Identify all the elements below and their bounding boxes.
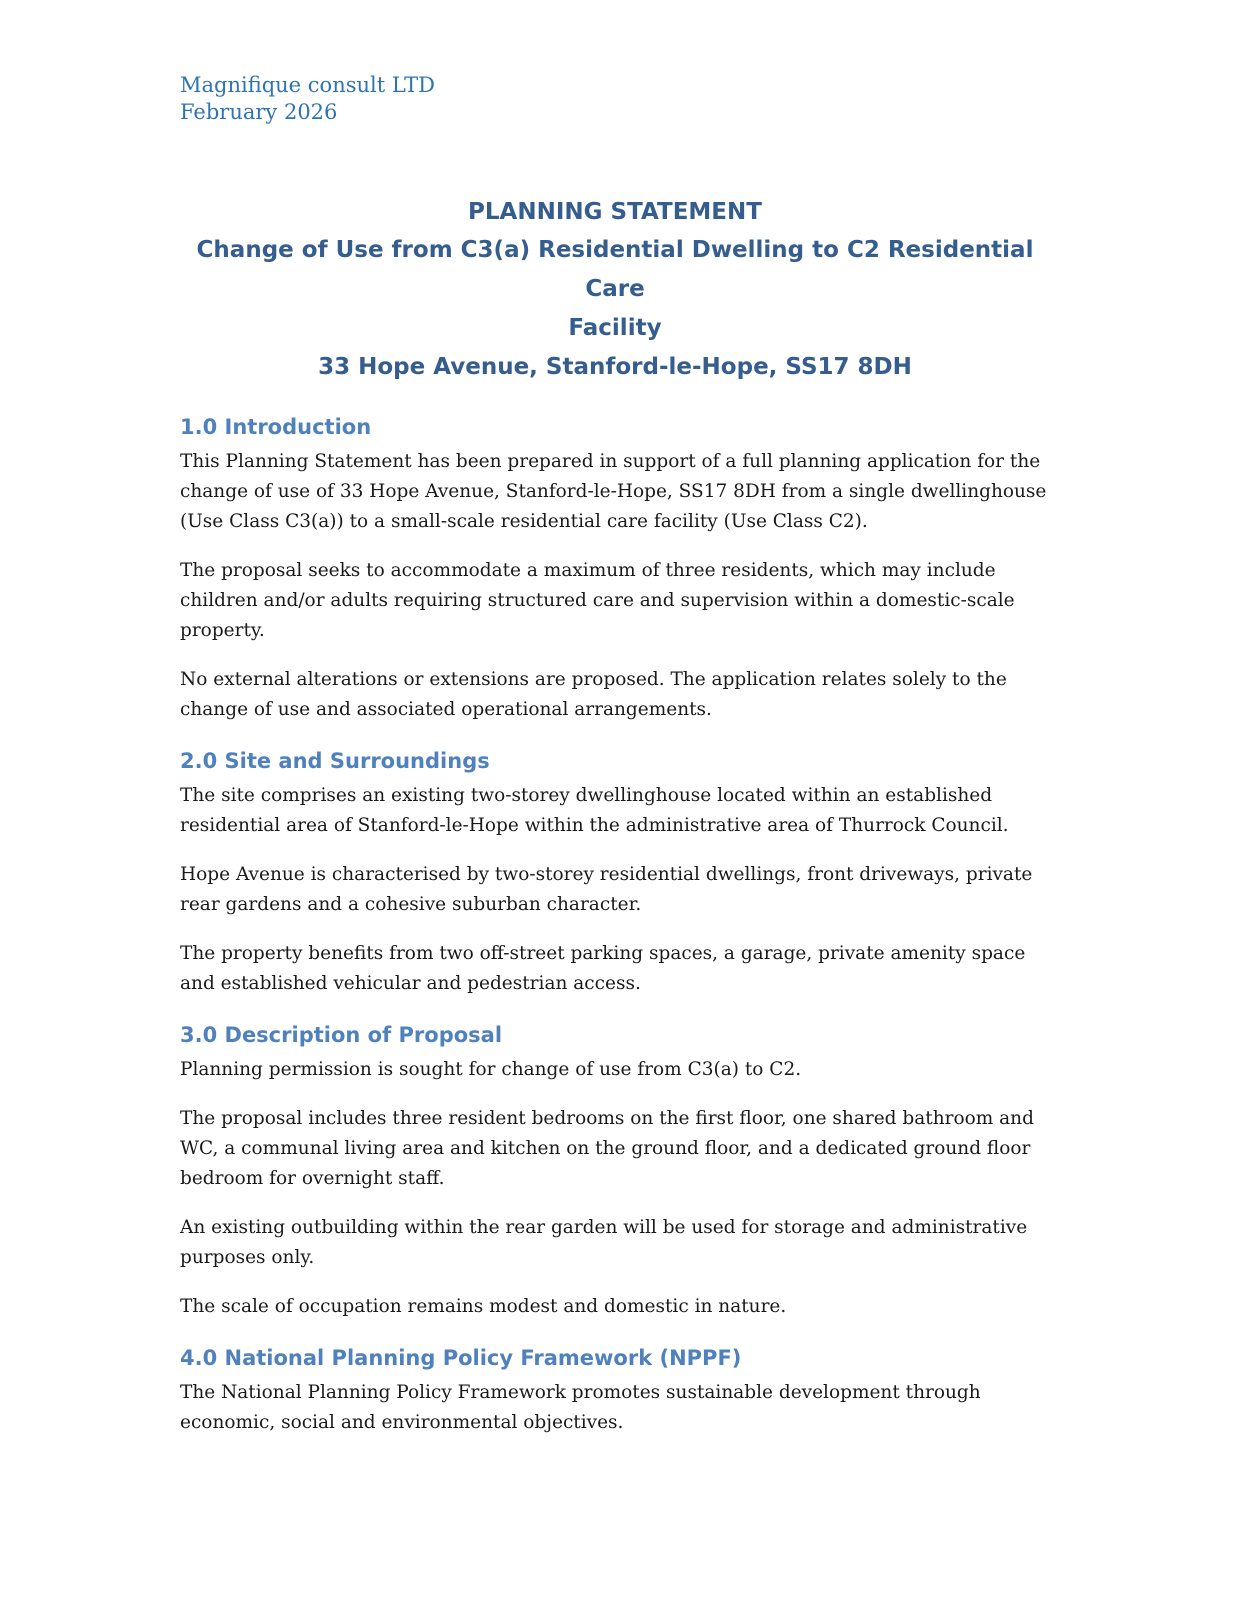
- subtitle-line-2: Facility: [568, 315, 662, 341]
- document-date: February 2026: [180, 100, 338, 124]
- paragraph: The site comprises an existing two-storey dwellinghouse located within an established residential area of Stanford-le-Hope within the administrative area of Thurrock Council.: [180, 785, 1009, 836]
- section-site-and-surroundings: [180, 747, 1050, 999]
- section-introduction: [180, 413, 1050, 725]
- section-nppf: [180, 1344, 1050, 1438]
- section-heading: 1.0 Introduction: [180, 415, 372, 439]
- paragraph: The proposal includes three resident bedrooms on the first floor, one shared bathroom and WC, a communal living area and kitchen on the ground floor, and a dedicated ground floor bedroom for overnight staff.: [180, 1108, 1034, 1189]
- paragraph: The scale of occupation remains modest and domestic in nature.: [180, 1296, 787, 1317]
- page-content: [180, 72, 1050, 1438]
- company-name: Magnifique consult LTD: [180, 73, 435, 97]
- paragraph: No external alterations or extensions are proposed. The application relates solely to the change of use and associated operational arrangements.: [180, 669, 1007, 720]
- site-address: 33 Hope Avenue, Stanford-le-Hope, SS17 8DH: [318, 354, 912, 380]
- section-heading: 2.0 Site and Surroundings: [180, 749, 490, 773]
- paragraph: Planning permission is sought for change of use from C3(a) to C2.: [180, 1059, 802, 1080]
- subtitle-line-1: Change of Use from C3(a) Residential Dwelling to C2 Residential Care: [196, 237, 1034, 302]
- document-title: PLANNING STATEMENT: [468, 199, 762, 225]
- letterhead: [180, 72, 1050, 126]
- section-heading: 3.0 Description of Proposal: [180, 1023, 503, 1047]
- section-description-of-proposal: [180, 1021, 1050, 1322]
- paragraph: The proposal seeks to accommodate a maximum of three residents, which may include children and/or adults requiring structured care and supervision within a domestic-scale property.: [180, 560, 1015, 641]
- paragraph: This Planning Statement has been prepared in support of a full planning application for the change of use of 33 Hope Avenue, Stanford-le-Hope, SS17 8DH from a single dwellinghouse (Use Class C3(a)) to a small-scale residential care facility (Use Class C2).: [180, 451, 1047, 532]
- paragraph: The property benefits from two off-street parking spaces, a garage, private amenity space and established vehicular and pedestrian access.: [180, 943, 1026, 994]
- paragraph: The National Planning Policy Framework promotes sustainable development through economic, social and environmental objectives.: [180, 1382, 981, 1433]
- paragraph: An existing outbuilding within the rear garden will be used for storage and administrative purposes only.: [180, 1217, 1028, 1268]
- section-heading: 4.0 National Planning Policy Framework (NPPF): [180, 1346, 742, 1370]
- title-block: [180, 193, 1050, 387]
- paragraph: Hope Avenue is characterised by two-storey residential dwellings, front driveways, private rear gardens and a cohesive suburban character.: [180, 864, 1033, 915]
